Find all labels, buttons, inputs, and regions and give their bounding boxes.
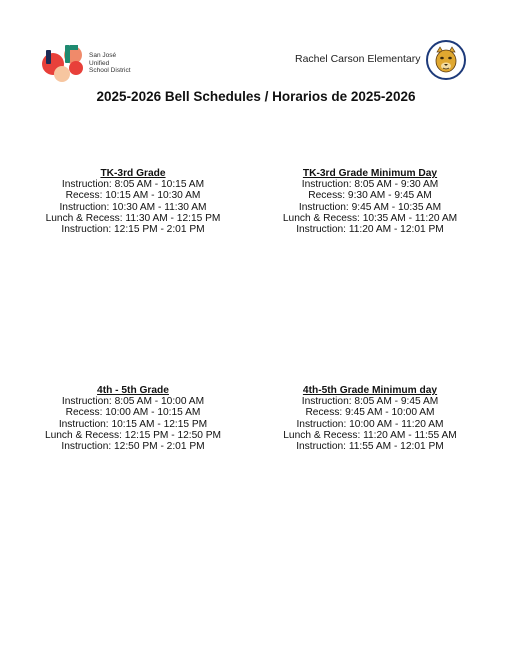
schedule-row: Recess: 10:15 AM - 10:30 AM xyxy=(65,190,201,202)
schedule-4th-5th-grade xyxy=(18,385,248,452)
schedule-row: Lunch & Recess: 10:35 AM - 11:20 AM xyxy=(282,212,458,224)
schedule-row: Instruction: 8:05 AM - 9:45 AM xyxy=(301,396,439,408)
schedule-row: Recess: 10:00 AM - 10:15 AM xyxy=(65,407,201,419)
schedule-row: Instruction: 12:15 PM - 2:01 PM xyxy=(61,224,205,236)
district-name-line: School District xyxy=(89,67,131,74)
school-name: Rachel Carson Elementary xyxy=(295,53,421,65)
schedule-row: Recess: 9:30 AM - 9:45 AM xyxy=(308,190,432,202)
schedule-heading: 4th-5th Grade Minimum day xyxy=(302,385,438,396)
schedule-row: Lunch & Recess: 12:15 PM - 12:50 PM xyxy=(44,429,222,441)
schedule-tk-3rd-minimum-day xyxy=(255,168,485,235)
schedule-tk-3rd-grade xyxy=(18,168,248,235)
cougar-mascot-icon xyxy=(426,40,466,80)
district-name-line: San José xyxy=(89,52,117,59)
schedule-row: Lunch & Recess: 11:20 AM - 11:55 AM xyxy=(283,429,457,441)
schedule-row: Instruction: 12:50 PM - 2:01 PM xyxy=(61,441,205,453)
district-name-line: Unified xyxy=(89,59,110,67)
schedule-row: Instruction: 9:45 AM - 10:35 AM xyxy=(298,201,442,213)
district-name xyxy=(89,52,149,75)
district-logo-icon xyxy=(40,42,86,82)
schedule-row: Instruction: 11:55 AM - 12:01 PM xyxy=(296,441,444,453)
page-title: 2025-2026 Bell Schedules / Horarios de 2025-2026 xyxy=(96,89,416,104)
schedule-row: Instruction: 11:20 AM - 12:01 PM xyxy=(296,224,444,236)
schedule-row: Instruction: 10:15 AM - 12:15 PM xyxy=(58,418,208,430)
schedule-row: Lunch & Recess: 11:30 AM - 12:15 PM xyxy=(45,212,221,224)
schedule-4th-5th-minimum-day xyxy=(255,385,485,452)
schedule-row: Instruction: 8:05 AM - 10:00 AM xyxy=(61,396,205,408)
schedule-heading: 4th - 5th Grade xyxy=(97,385,169,396)
schedule-row: Instruction: 10:00 AM - 11:20 AM xyxy=(296,418,444,430)
schedule-row: Instruction: 10:30 AM - 11:30 AM xyxy=(59,201,207,213)
schedule-row: Recess: 9:45 AM - 10:00 AM xyxy=(305,407,435,419)
schedule-heading: TK-3rd Grade Minimum Day xyxy=(302,168,438,179)
schedule-row: Instruction: 8:05 AM - 10:15 AM xyxy=(61,179,205,191)
schedule-row: Instruction: 8:05 AM - 9:30 AM xyxy=(301,179,439,191)
schedule-heading: TK-3rd Grade xyxy=(100,168,166,179)
